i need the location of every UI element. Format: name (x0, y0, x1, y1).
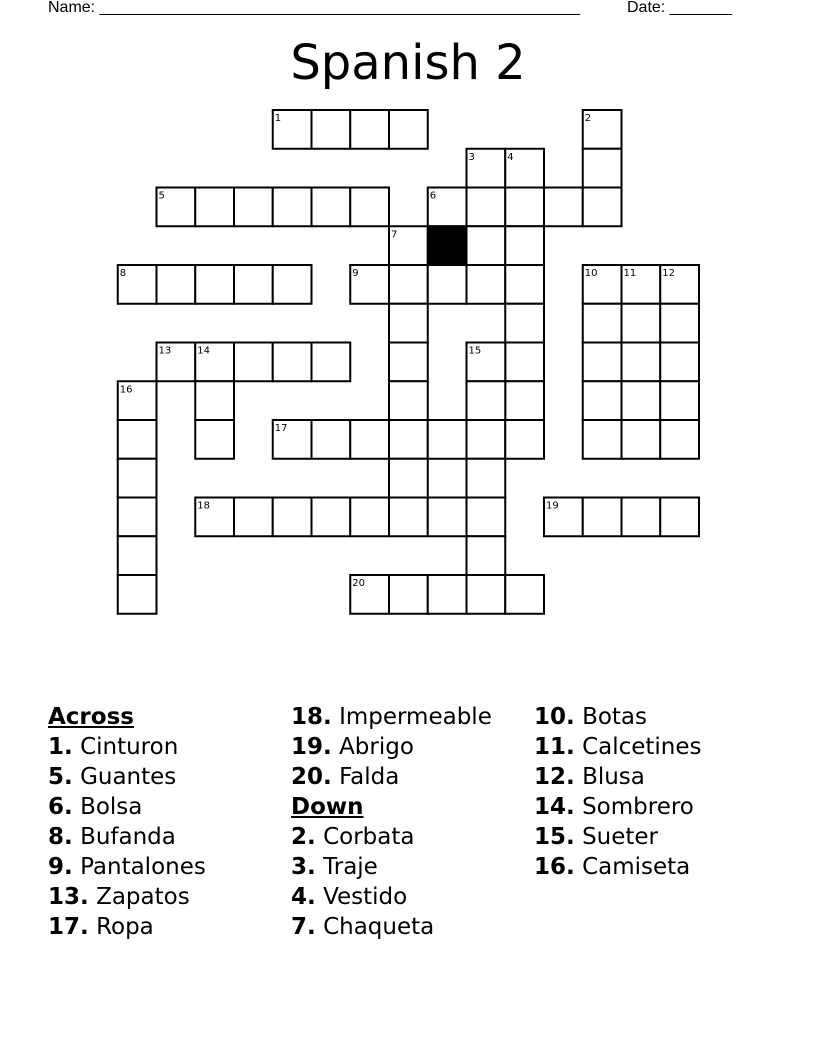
grid-cell[interactable] (467, 226, 506, 265)
grid-cell[interactable] (583, 420, 622, 459)
grid-cell[interactable] (622, 498, 661, 537)
clue-across (48, 732, 206, 762)
clue-down (534, 792, 702, 822)
clue-text: Guantes (80, 764, 177, 790)
clue-down (534, 702, 702, 732)
clue-number: 13. (48, 884, 89, 910)
clue-text: Sombrero (582, 794, 694, 820)
grid-cell[interactable] (118, 498, 157, 537)
grid-cell[interactable] (273, 343, 312, 382)
clue-across (291, 702, 492, 732)
cell-number: 5 (158, 190, 165, 202)
clue-down (291, 882, 492, 912)
grid-cell[interactable] (505, 226, 544, 265)
grid-cell[interactable] (273, 265, 312, 304)
grid-cell[interactable] (389, 265, 428, 304)
cell-number: 2 (584, 113, 592, 124)
grid-cell[interactable] (467, 381, 506, 420)
clue-number: 5. (48, 764, 73, 790)
cell-number: 18 (197, 500, 210, 512)
grid-cell[interactable] (389, 381, 428, 420)
grid-cell[interactable] (157, 265, 196, 304)
clue-number: 16. (534, 854, 575, 880)
clue-number: 14. (534, 794, 575, 820)
clue-text: Traje (323, 854, 378, 880)
grid-cell[interactable] (467, 459, 506, 498)
cell-number: 7 (391, 229, 398, 241)
grid-cell[interactable] (312, 420, 351, 459)
clue-number: 17. (48, 914, 89, 940)
grid-cell[interactable] (389, 110, 428, 149)
clue-down (534, 822, 702, 852)
page-title: Spanish 2 (290, 35, 526, 91)
grid-cell[interactable] (660, 420, 699, 459)
grid-cell[interactable] (195, 420, 234, 459)
grid-cell[interactable] (195, 188, 234, 227)
grid-cell[interactable] (505, 343, 544, 382)
clue-text: Blusa (582, 764, 645, 790)
grid-cell[interactable] (660, 381, 699, 420)
clue-down (291, 852, 492, 882)
clue-number: 1. (48, 734, 73, 760)
grid-cell[interactable] (389, 459, 428, 498)
clue-column-1 (48, 702, 206, 942)
clue-number: 10. (534, 704, 575, 730)
grid-cell[interactable] (622, 420, 661, 459)
grid-cell[interactable] (622, 343, 661, 382)
clue-number: 9. (48, 854, 73, 880)
grid-cell[interactable] (350, 110, 389, 149)
clue-number: 7. (291, 914, 316, 940)
clue-text: Bolsa (80, 794, 143, 820)
clue-across (48, 912, 206, 942)
grid-cell[interactable] (312, 110, 351, 149)
cell-number: 6 (429, 190, 437, 202)
grid-cell[interactable] (505, 575, 544, 614)
grid-cell[interactable] (505, 188, 544, 227)
cell-number: 11 (623, 268, 637, 279)
cell-number: 12 (662, 268, 675, 279)
grid-cell[interactable] (467, 498, 506, 537)
clue-down (534, 852, 702, 882)
clue-column-3 (534, 702, 702, 882)
clue-text: Sueter (582, 824, 659, 850)
grid-cell[interactable] (118, 459, 157, 498)
cell-number: 15 (468, 345, 482, 357)
clue-across (48, 882, 206, 912)
cell-number: 9 (352, 268, 359, 279)
grid-cell[interactable] (428, 575, 467, 614)
grid-cell[interactable] (467, 420, 506, 459)
grid-cell[interactable] (389, 420, 428, 459)
clue-number: 11. (534, 734, 575, 760)
grid-cell[interactable] (234, 343, 273, 382)
grid-cell[interactable] (389, 343, 428, 382)
clue-text: Abrigo (339, 734, 414, 760)
grid-cell[interactable] (118, 575, 157, 614)
cell-number: 10 (584, 268, 598, 279)
across-heading: Across (48, 704, 134, 730)
clue-text: Vestido (323, 884, 408, 910)
grid-cell[interactable] (428, 420, 467, 459)
grid-cell[interactable] (583, 498, 622, 537)
grid-cell[interactable] (312, 343, 351, 382)
down-heading: Down (291, 794, 364, 820)
clue-number: 4. (291, 884, 316, 910)
clue-text: Zapatos (96, 884, 190, 910)
clue-text: Falda (339, 764, 400, 790)
clue-down (291, 912, 492, 942)
grid-cell[interactable] (234, 265, 273, 304)
cell-number: 13 (158, 345, 172, 357)
grid-cell[interactable] (195, 381, 234, 420)
clue-across (48, 852, 206, 882)
grid-cell[interactable] (389, 498, 428, 537)
cell-number: 19 (546, 500, 559, 512)
clue-text: Bufanda (80, 824, 176, 850)
grid-cell[interactable] (505, 381, 544, 420)
grid-cell[interactable] (350, 420, 389, 459)
clue-down (534, 732, 702, 762)
clue-number: 20. (291, 764, 332, 790)
clue-number: 3. (291, 854, 316, 880)
grid-cell[interactable] (583, 304, 622, 343)
cell-number: 8 (119, 268, 127, 279)
clue-across (48, 792, 206, 822)
clue-across (291, 762, 492, 792)
grid-cell[interactable] (467, 536, 506, 575)
clue-column-2 (291, 702, 492, 942)
grid-cell[interactable] (467, 188, 506, 227)
cell-number: 1 (274, 113, 282, 124)
grid-cell[interactable] (583, 343, 622, 382)
grid-block-cell (428, 226, 467, 265)
clue-text: Impermeable (339, 704, 492, 730)
grid-cell[interactable] (505, 304, 544, 343)
clue-number: 2. (291, 824, 316, 850)
grid-cell[interactable] (583, 149, 622, 188)
grid-cell[interactable] (660, 304, 699, 343)
clue-text: Ropa (96, 914, 154, 940)
grid-cell[interactable] (467, 265, 506, 304)
clue-text: Botas (582, 704, 648, 730)
grid-cell[interactable] (350, 498, 389, 537)
clue-text: Calcetines (582, 734, 702, 760)
clue-text: Camiseta (582, 854, 691, 880)
clue-number: 15. (534, 824, 575, 850)
grid-cell[interactable] (312, 498, 351, 537)
clue-across (291, 732, 492, 762)
grid-cell[interactable] (622, 304, 661, 343)
grid-cell[interactable] (195, 265, 234, 304)
clue-number: 6. (48, 794, 73, 820)
clue-text: Chaqueta (323, 914, 435, 940)
grid-cell[interactable] (312, 188, 351, 227)
grid-cell[interactable] (273, 498, 312, 537)
clue-number: 19. (291, 734, 332, 760)
clue-across (48, 762, 206, 792)
grid-cell[interactable] (118, 420, 157, 459)
cell-number: 16 (119, 384, 133, 396)
grid-cell[interactable] (234, 188, 273, 227)
grid-cell[interactable] (467, 575, 506, 614)
grid-cell[interactable] (234, 498, 273, 537)
grid-cell[interactable] (544, 188, 583, 227)
clue-number: 8. (48, 824, 73, 850)
grid-cell[interactable] (505, 265, 544, 304)
cell-number: 17 (274, 423, 288, 434)
clue-down (291, 822, 492, 852)
clue-across (48, 822, 206, 852)
cell-number: 14 (197, 345, 210, 357)
grid-cell[interactable] (428, 498, 467, 537)
grid-cell[interactable] (389, 304, 428, 343)
clue-text: Corbata (323, 824, 415, 850)
clue-text: Pantalones (80, 854, 206, 880)
name-field-label: Name: ______________________________________________________ (48, 0, 581, 16)
grid-cell[interactable] (118, 536, 157, 575)
grid-cell[interactable] (622, 381, 661, 420)
clue-down (534, 762, 702, 792)
clue-number: 12. (534, 764, 575, 790)
cell-number: 20 (352, 578, 365, 589)
date-field-label: Date: _______ (627, 0, 732, 16)
grid-cell[interactable] (660, 343, 699, 382)
cell-number: 3 (468, 151, 475, 163)
grid-cell[interactable] (505, 420, 544, 459)
grid-cell[interactable] (389, 575, 428, 614)
grid-cell[interactable] (428, 265, 467, 304)
clue-text: Cinturon (80, 734, 179, 760)
grid-cell[interactable] (583, 188, 622, 227)
grid-cell[interactable] (583, 381, 622, 420)
grid-cell[interactable] (273, 188, 312, 227)
clue-number: 18. (291, 704, 332, 730)
grid-cell[interactable] (350, 188, 389, 227)
grid-cell[interactable] (660, 498, 699, 537)
cell-number: 4 (507, 151, 514, 163)
